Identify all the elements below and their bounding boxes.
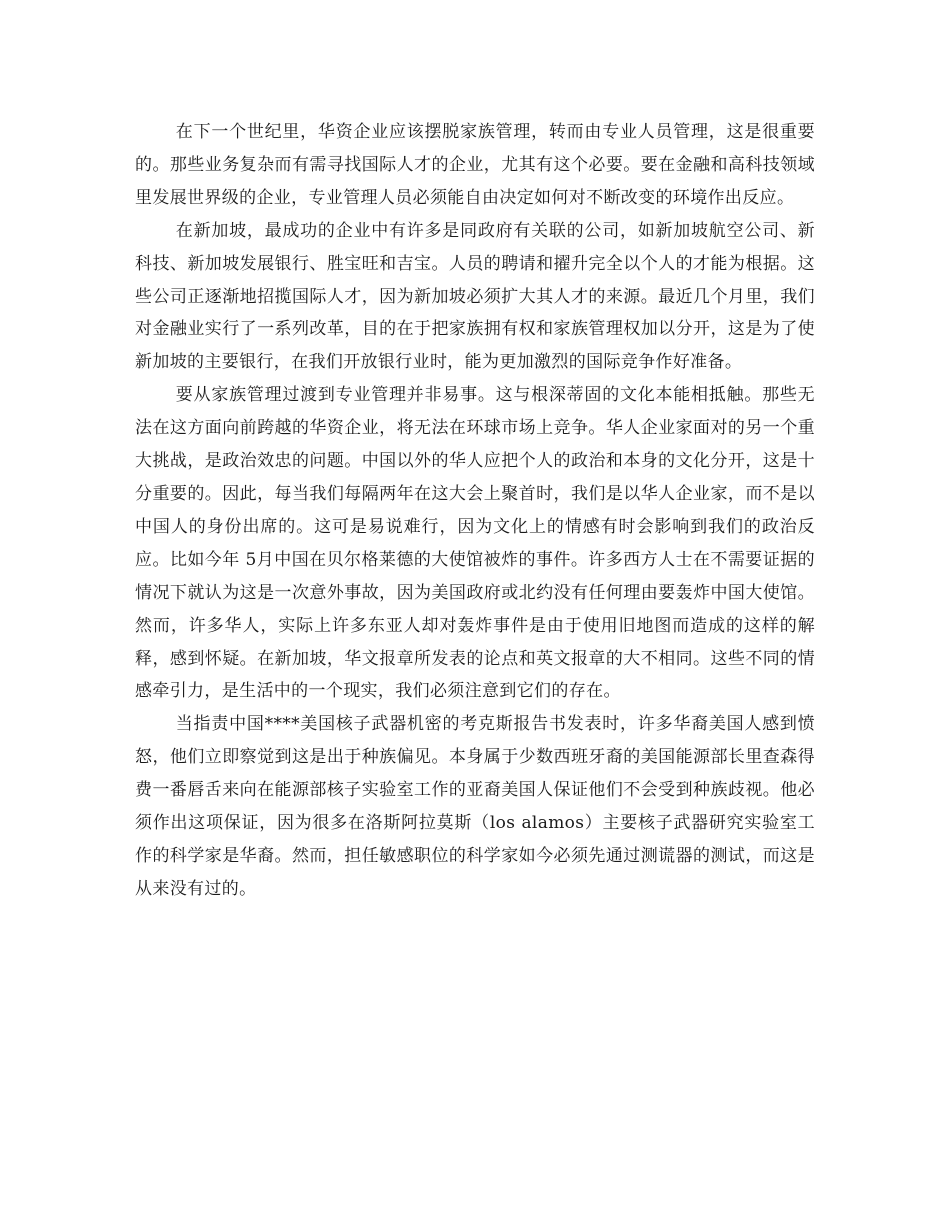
document-body (135, 116, 815, 906)
paragraph-2: 在新加坡，最成功的企业中有许多是同政府有关联的公司，如新加坡航空公司、新科技、新加坡发展银行、胜宝旺和吉宝。人员的聘请和擢升完全以个人的才能为根据。这些公司正逐渐地招揽国际人才，因为新加坡必须扩大其人才的来源。最近几个月里，我们对金融业实行了一系列改革，目的在于把家族拥有权和家族管理权加以分开，这是为了使新加坡的主要银行，在我们开放银行业时，能为更加激烈的国际竞争作好准备。 (135, 220, 815, 373)
paragraph-4: 当指责中国****美国核子武器机密的考克斯报告书发表时，许多华裔美国人感到愤怒，他们立即察觉到这是出于种族偏见。本身属于少数西班牙裔的美国能源部长里查森得费一番唇舌来向在能源部核子实验室工作的亚裔美国人保证他们不会受到种族歧视。他必须作出这项保证，因为很多在洛斯阿拉莫斯（los alamos）主要核子武器研究实验室工作的科学家是华裔。然而，担任敏感职位的科学家如今必须先通过测谎器的测试，而这是从来没有过的。 (135, 714, 815, 899)
paragraph-3: 要从家族管理过渡到专业管理并非易事。这与根深蒂固的文化本能相抵触。那些无法在这方面向前跨越的华资企业，将无法在环球市场上竞争。华人企业家面对的另一个重大挑战，是政治效忠的问题。中国以外的华人应把个人的政治和本身的文化分开，这是十分重要的。因此，每当我们每隔两年在这大会上聚首时，我们是以华人企业家，而不是以中国人的身份出席的。这可是易说难行，因为文化上的情感有时会影响到我们的政治反应。比如今年 5月中国在贝尔格莱德的大使馆被炸的事件。许多西方人士在不需要证据的情况下就认为这是一次意外事故，因为美国政府或北约没有任何理由要轰炸中国大使馆。然而，许多华人，实际上许多东亚人却对轰炸事件是由于使用旧地图而造成的这样的解释，感到怀疑。在新加坡，华文报章所发表的论点和英文报章的大不相同。这些不同的情感牵引力，是生活中的一个现实，我们必须注意到它们的存在。 (135, 385, 815, 702)
paragraph-1: 在下一个世纪里，华资企业应该摆脱家族管理，转而由专业人员管理，这是很重要的。那些业务复杂而有需寻找国际人才的企业，尤其有这个必要。要在金融和高科技领域里发展世界级的企业，专业管理人员必须能自由决定如何对不断改变的环境作出反应。 (135, 122, 815, 208)
